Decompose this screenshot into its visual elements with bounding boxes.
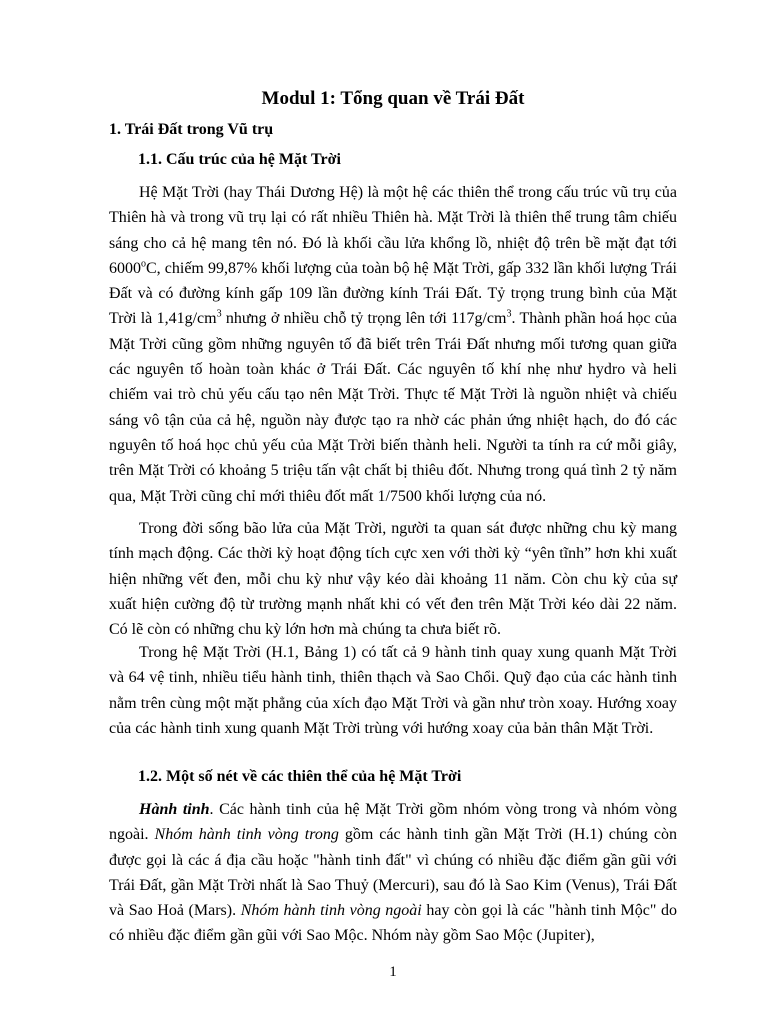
paragraph-planets [109,797,677,949]
page-number: 1 [389,964,397,980]
section-heading-1: 1. Trái Đất trong Vũ trụ [109,121,274,138]
paragraph-text: C, chiếm 99,87% khối lượng của toàn bộ hệ Mặt Trời, gấp 332 lần khối lượng Trái Đất và có đường kính gấp 109 lần đường kính Trái Đất. Tỷ trọng trung bình của Mặt Trời là 1,41g/cm [109,259,677,328]
superscript-cubic: 3 [506,309,512,321]
paragraph-text: hay còn gọi là các "hành tinh Mộc" do có nhiều đặc điểm gần gũi với Sao Mộc. Nhóm này gồm Sao Mộc (Jupiter), [109,902,678,945]
term-planet: Hành tinh [139,801,210,818]
section-heading-1-2: 1.2. Một số nét về các thiên thể của hệ Mặt Trời [138,768,462,785]
term-outer-planets: Nhóm hành tinh vòng ngoài [240,902,422,920]
paragraph-text: Hệ Mặt Trời (hay Thái Dương Hệ) là một hệ các thiên thể trong cấu trúc vũ trụ của Thiên hà và trong vũ trụ lại có rất nhiều Thiên hà. Mặt Trời là thiên thể trung tâm chiếu sáng cho cả hệ mang tên nó. Đó là khối cầu lửa khổng lồ, nhiệt độ trên bề mặt đạt tới 6000 [109,184,677,277]
paragraph-solar-cycles: Trong đời sống bão lửa của Mặt Trời, người ta quan sát được những chu kỳ mang tính mạch động. Các thời kỳ hoạt động tích cực xen với thời kỳ “yên tĩnh” hơn khi xuất hiện những vết đen, mỗi chu kỳ như vậy kéo dài khoảng 11 năm. Còn chu kỳ của sự xuất hiện cường độ từ trường mạnh nhất khi có vết đen trên Mặt Trời kéo dài 22 năm. Có lẽ còn có những chu kỳ lớn hơn mà chúng ta chưa biết rõ. [109,520,677,639]
page-title: Modul 1: Tổng quan về Trái Đất [261,88,525,109]
superscript-cubic: 3 [216,309,222,321]
paragraph-solar-system-structure [109,180,677,509]
paragraph-text: . Các hành tinh của hệ Mặt Trời gồm nhóm vòng trong và nhóm vòng ngoài. [109,801,677,844]
paragraph-text: . Thành phần hoá học của Mặt Trời cũng gồm những nguyên tố đã biết trên Trái Đất nhưng mối tương quan giữa các nguyên tố hoàn toàn khác ở Trái Đất. Các nguyên tố khí nhẹ như hydro và heli chiếm vai trò chủ yếu cấu tạo nên Mặt Trời. Thực tế Mặt Trời là nguồn nhiệt và chiếu sáng vô tận của cả hệ, nguồn này được tạo ra nhờ các phản ứng nhiệt hạch, do đó các nguyên tố hoá học chủ yếu của Mặt Trời biến thành heli. Người ta tính ra cứ mỗi giây, trên Mặt Trời có khoảng 5 triệu tấn vật chất bị thiêu đốt. Nhưng trong quá tình 2 tỷ năm qua, Mặt Trời cũng chỉ mới thiêu đốt mất 1/7500 khối lượng của nó. [109,310,678,505]
superscript-degree: o [141,258,146,270]
section-heading-1-1: 1.1. Cấu trúc của hệ Mặt Trời [138,151,341,168]
paragraph-planets-orbits: Trong hệ Mặt Trời (H.1, Bảng 1) có tất cả 9 hành tinh quay xung quanh Mặt Trời và 64 vệ tinh, nhiều tiểu hành tinh, thiên thạch và Sao Chổi. Quỹ đạo của các hành tinh nằm trên cùng một mặt phẳng của xích đạo Mặt Trời và gần như tròn xoay. Hướng xoay của các hành tinh xung quanh Mặt Trời trùng với hướng xoay của bản thân Mặt Trời. [109,644,677,737]
paragraph-text: gồm các hành tinh gần Mặt Trời (H.1) chúng còn được gọi là các á địa cầu hoặc "hành tinh đất" vì chúng có nhiều đặc điểm gần gũi với Trái Đất, gần Mặt Trời nhất là Sao Thuỷ (Mercuri), sau đó là Sao Kim (Venus), Trái Đất và Sao Hoả (Mars). [109,826,678,920]
paragraph-text: nhưng ở nhiều chỗ tỷ trọng lên tới 117g/cm [221,310,507,328]
term-inner-planets: Nhóm hành tinh vòng trong [154,826,339,844]
